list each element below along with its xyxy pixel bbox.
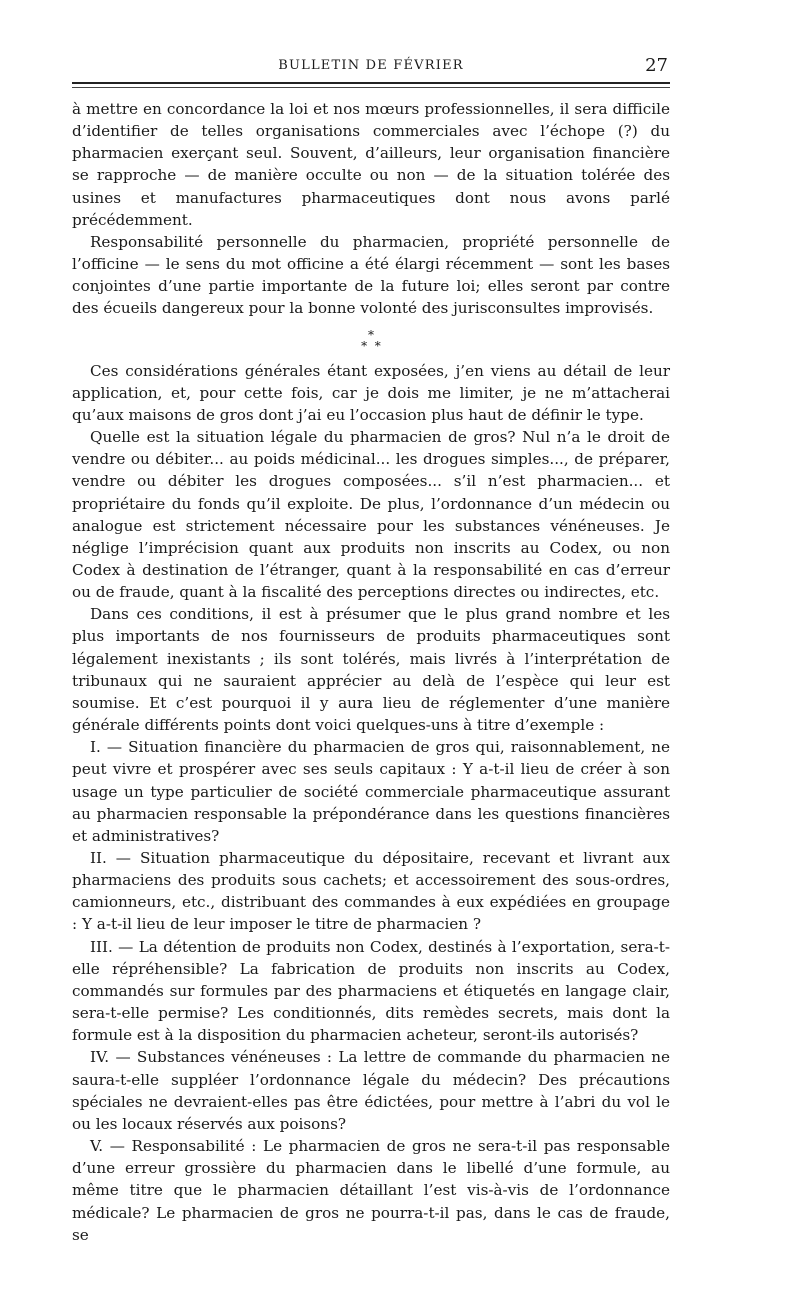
page-number: 27: [645, 55, 668, 76]
header-rule-thick: [72, 82, 670, 84]
list-item-paragraph: IV. — Substances vénéneuses : La lettre de commande du pharmacien ne saura-t-elle suppléer l’ordonnance légale du médecin? Des précautions spéciales ne devraient-elles pas être édictées, pour mettre à l’abri du vol le ou les locaux réservés aux poisons?: [72, 1048, 670, 1133]
list-item-paragraph: III. — La détention de produits non Codex, destinés à l’exportation, sera-t-elle répréhensible? La fabrication de produits non inscrits au Codex, commandés sur formules par des pharmaciens et étiquetés en langage clair, sera-t-elle permise? Les conditionnés, dits remèdes secrets, mais dont la formule est à la disposition du pharmacien acheteur, seront-ils autorisés?: [72, 937, 670, 1045]
list-item-paragraph: I. — Situation financière du pharmacien de gros qui, raisonnablement, ne peut vivre et prospérer avec ses seuls capitaux : Y a-t-il lieu de créer à son usage un type particulier de société commerciale pharmaceutique assurant au pharmacien responsable la prépondérance dans les questions financières et administratives?: [72, 738, 670, 845]
asterism-divider: * * *: [361, 327, 381, 353]
page-header: [72, 56, 670, 78]
paragraph: Responsabilité personnelle du pharmacien, propriété personnelle de l’officine — le sens du mot officine a été élargi récemment — sont les bases conjointes d’une partie importante de la future loi; elles seront par contre des écueils dangereux pour la bonne volonté des jurisconsultes improvisés.: [72, 232, 670, 318]
paragraph: Ces considérations générales étant exposées, j’en viens au détail de leur application, et, pour cette fois, car je dois me limiter, je ne m’attacherai qu’aux maisons de gros dont j’ai eu l’occasion plus haut de définir le type.: [72, 361, 670, 424]
header-rule-thin: [72, 87, 670, 88]
paragraph: Quelle est la situation légale du pharmacien de gros? Nul n’a le droit de vendre ou débiter... au poids médicinal... les drogues simples..., de préparer, vendre ou débiter les drogues composées... s’il n’est pharmacien... et propriétaire du fonds qu’il exploite. De plus, l’ordonnance d’un médecin ou analogue est strictement nécessaire pour les substances vénéneuses. Je néglige l’imprécision quant aux produits non inscrits au Codex, ou non Codex à destination de l’étranger, quant à la responsabilité en cas d’erreur ou de fraude, quant à la fiscalité des perceptions directes ou indirectes, etc.: [72, 428, 670, 602]
list-item-paragraph: V. — Responsabilité : Le pharmacien de gros ne sera-t-il pas responsable d’une erreur grossière du pharmacien dans le libellé d’une formule, au même titre que le pharmacien détaillant l’est vis-à-vis de l’ordonnance médicale? Le pharmacien de gros ne pourra-t-il pas, dans le cas de fraude, se: [72, 1137, 670, 1244]
paragraph: à mettre en concordance la loi et nos mœurs professionnelles, il sera difficile d’identifier de telles organisations commerciales avec l’échope (?) du pharmacien exerçant seul. Souvent, d’ailleurs, leur organisation financière se rapproche — de manière occulte ou non — de la situation tolérée des usines et manufactures pharmaceutiques dont nous avons parlé précédemment.: [72, 100, 670, 229]
running-title: BULLETIN DE FÉVRIER: [278, 58, 464, 73]
body-text: [72, 98, 670, 1246]
page: [72, 0, 670, 1312]
list-item-paragraph: II. — Situation pharmaceutique du dépositaire, recevant et livrant aux pharmaciens des produits sous cachets; et accessoirement des sous-ordres, camionneurs, etc., distribuant des commandes à eux expédiées en groupage : Y a-t-il lieu de leur imposer le titre de pharmacien ?: [72, 849, 670, 934]
paragraph: Dans ces conditions, il est à présumer que le plus grand nombre et les plus importants de nos fournisseurs de produits pharmaceutiques sont légalement inexistants ; ils sont tolérés, mais livrés à l’interprétation de tribunaux qui ne sauraient apprécier au delà de l’espèce qui leur est soumise. Et c’est pourquoi il y aura lieu de réglementer d’une manière générale différents points dont voici quelques-uns à titre d’exemple :: [72, 605, 670, 735]
